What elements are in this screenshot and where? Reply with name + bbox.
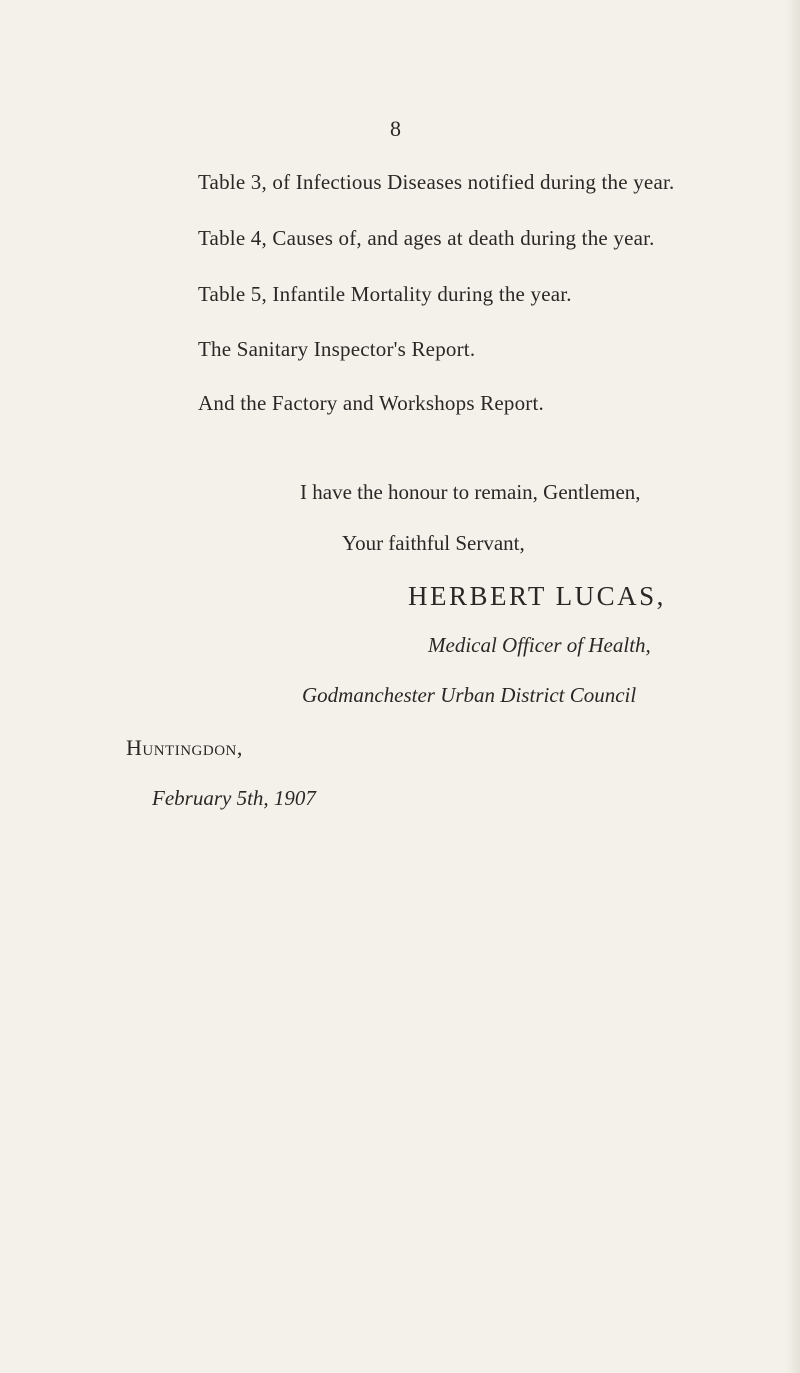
signatory-title: Medical Officer of Health, xyxy=(428,633,651,657)
letter-date: February 5th, 1907 xyxy=(152,786,316,810)
report-item-sanitary-inspector: The Sanitary Inspector's Report. xyxy=(198,337,476,361)
report-item-table-5: Table 5, Infantile Mortality during the year. xyxy=(198,282,572,306)
page-edge-shadow xyxy=(786,0,800,1373)
letter-closing: I have the honour to remain, Gentlemen, xyxy=(300,480,641,504)
signatory-council: Godmanchester Urban District Council xyxy=(302,683,637,707)
letter-servant-line: Your faithful Servant, xyxy=(342,531,525,555)
place-of-writing: Huntingdon, xyxy=(126,735,243,760)
report-item-table-4: Table 4, Causes of, and ages at death during the year. xyxy=(198,226,655,250)
report-item-table-3: Table 3, of Infectious Diseases notified during the year. xyxy=(198,170,675,194)
signatory-name: HERBERT LUCAS, xyxy=(408,581,666,611)
report-item-factory-workshops: And the Factory and Workshops Report. xyxy=(198,391,544,415)
page-number: 8 xyxy=(390,116,401,141)
